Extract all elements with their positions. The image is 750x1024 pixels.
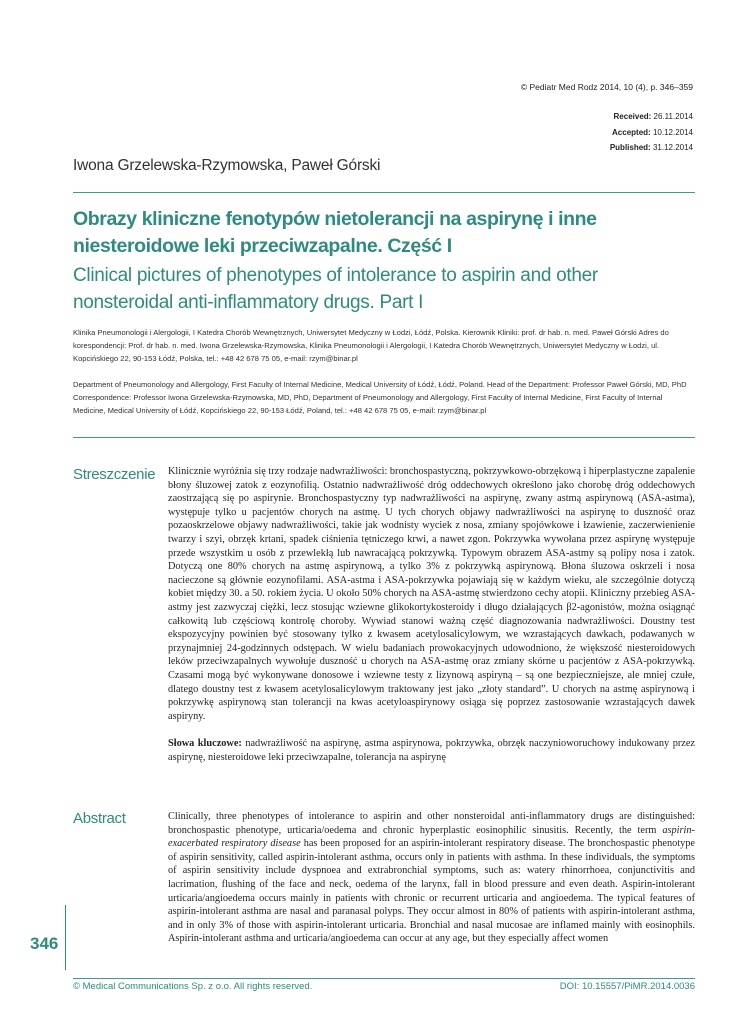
streszczenie-label: Streszczenie: [73, 466, 156, 483]
divider: [73, 192, 695, 193]
authors: Iwona Grzelewska-Rzymowska, Paweł Górski: [73, 157, 381, 174]
footer-doi[interactable]: DOI: 10.15557/PiMR.2014.0036: [559, 981, 695, 992]
keywords-text: nadwrażliwość na aspirynę, astma aspirynowa, pokrzywka, obrzęk naczynioworuchowy indukowany przez aspirynę, niesteroidowe leki przeciwzapalne, tolerancja na aspirynę: [168, 738, 695, 763]
divider: [73, 437, 695, 438]
page-margin-line: [65, 905, 66, 970]
abstract-text: Clinically, three phenotypes of intolerance to aspirin and other nonsteroidal anti-inflammatory drugs are distinguished: bronchospastic phenotype, urticaria/oedema and chronic hyperplastic eosinophilic sinusitis. Recently, the term aspirin-exacerbated respiratory disease has been proposed for an aspirin-intolerant respiratory disease. The bronchospastic phenotype of aspirin sensitivity, called aspirin-intolerant asthma, occurs only in patients with asthma. In these individuals, the symptoms of aspirin sensitivity include dyspnoea and extrabronchial symptoms, such as: watery rhinorrhoea, conjunctivitis and lacrimation, flushing of the face and neck, oedema of the larynx, fall in blood pressure and even death. Aspirin-intolerant urticaria/angioedema occurs mainly in patients with chronic or recurrent urticaria and angioedema. The typical features of aspirin-intolerant asthma are nasal and paranasal polyps. They occur almost in 80% of patients with aspirin-intolerant asthma, and in only 3% of those with aspirin-intolerant urticaria. Bronchial and nasal mucosae are inflamed mainly with eosinophils. Aspirin-intolerant asthma and urticaria/angioedema can occur at any age, but they especially affect women: [168, 811, 695, 945]
title-polish: Obrazy kliniczne fenotypów nietolerancji na aspirynę i inne niesteroidowe leki przeciwzapalne. Część I: [73, 208, 597, 257]
footer-divider: [73, 978, 695, 979]
streszczenie-text: Klinicznie wyróżnia się trzy rodzaje nadwrażliwości: bronchospastyczną, pokrzywkowo-obrzękową i hiperplastyczne zapalenie błony śluzowej zatok z eozynofilią. Ostatnio nadwrażliwość dróg oddechowych określono jako chorobę dróg oddechowych zaostrzającą się po aspirynie. Bronchospastyczny typ nadwrażliwości na aspirynę, zwany astmą aspirynową (ASA-astma), występuje tylko u pacjentów chorych na astmę. U tych chorych objawy nadwrażliwości na aspirynę to duszność oraz pozaoskrzelowe objawy nadwrażliwości, takie jak wodnisty wyciek z nosa, zmiany spojówkowe i łzawienie, zaczerwienienie twarzy i szyi, obrzęk krtani, spadek ciśnienia tętniczego krwi, a nawet zgon. Pokrzywka wywołana przez aspirynę występuje przede wszystkim u osób z przewlekłą lub nawracającą pokrzywką. Typowym obrazem ASA-astmy są polipy nosa i zatok. Dotyczą one 80% chorych na astmę aspirynową, a tylko 3% z pokrzywką aspirynową. Błona śluzowa oskrzeli i nosa nacieczone są głównie eozynofilami. ASA-astma i ASA-pokrzywka pojawiają się w każdym wieku, ale szczególnie dotyczą kobiet między 30. a 50. rokiem życia. U około 50% chorych na ASA-astmę stwierdzono cechy atopii. Kliniczny przebieg ASA-astmy jest zazwyczaj ciężki, lecz stosując wziewne glikokortykosteroidy i długo działających β2-agonistów, można osiągnąć całkowitą lub częściową kontrolę choroby. Wywiad stanowi ważną część diagnozowania nadwrażliwości. Doustny test ekspozycyjny powinien być stosowany tylko z kwasem acetylosalicylowym, we wzrastających dawkach, podawanych w przynajmniej 24-godzinnych odstępach. W wielu badaniach prowokacyjnych udowodniono, że większość niesteroidowych leków przeciwzapalnych wywołuje duszność u chorych na ASA-astmę oraz zmiany skórne u pacjentów z ASA-pokrzywką. Czasami mogą być wykonywane donosowe i wziewne testy z lizynową aspiryną – są one bezpieczniejsze, ale mniej czułe, dlatego doustny test z kwasem acetylosalicylowym traktowany jest jako „złoty standard”. U chorych na astmę aspirynową i pokrzywkę aspirynową stan tolerancji na kwas acetyloaspirynowy osiąga się poprzez zastosowanie wzrastających dawek aspiryny.: [168, 466, 695, 722]
streszczenie-body: [168, 465, 695, 764]
title-english: Clinical pictures of phenotypes of intolerance to aspirin and other nonsteroidal anti-inflammatory drugs. Part I: [73, 265, 598, 313]
accepted-date: Accepted: 10.12.2014: [612, 127, 693, 137]
footer-copyright: © Medical Communications Sp. z o.o. All rights reserved.: [73, 981, 313, 992]
affiliation-english: Department of Pneumonology and Allergology, First Faculty of Internal Medicine, Medical University of Łódź, Łódź, Poland. Head of the Department: Professor Paweł Górski, MD, PhD Correspondence: Professor Iwona Grzelewska-Rzymowska, MD, PhD, Department of Pneumonology and Allergology, First Faculty of Internal Medicine, First Faculty of Internal Medicine, Medical University of Łódź, Kopcińskiego 22, 90-153 Łódź, Poland, tel.: +48 42 678 75 05, e-mail: rzym@binar.pl: [73, 380, 687, 415]
page-number: 346: [30, 934, 59, 953]
abstract-body: [168, 810, 695, 946]
received-date: Received: 26.11.2014: [613, 112, 693, 121]
abstract-label: Abstract: [73, 810, 126, 827]
keywords-label: Słowa kluczowe:: [168, 738, 242, 750]
keywords: [168, 737, 695, 764]
published-date: Published: 31.12.2014: [609, 143, 693, 152]
affiliation-polish: Klinika Pneumonologii i Alergologii, I Katedra Chorób Wewnętrznych, Uniwersytet Medyczny w Łodzi, Łódź, Polska. Kierownik Kliniki: prof. dr hab. n. med. Paweł Górski Adres do korespondencji: Prof. dr hab. n. med. Iwona Grzelewska-Rzymowska, Klinika Pneumonologii i Alergologii, I Katedra Chorób Wewnętrznych, Uniwersytet Medyczny w Łodzi, ul. Kopcińskiego 22, 90-153 Łódź, Polska, tel.: +48 42 678 75 05, e-mail: rzym@binar.pl: [73, 328, 669, 363]
publication-dates: [610, 109, 693, 156]
journal-citation: © Pediatr Med Rodz 2014, 10 (4), p. 346–359: [520, 82, 693, 92]
